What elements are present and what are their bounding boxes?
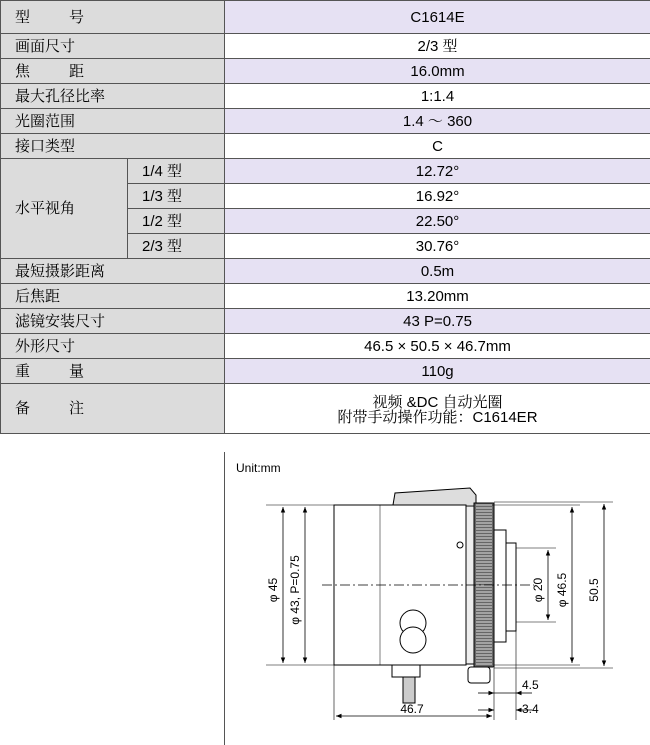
- hfov-label: 水平视角: [1, 159, 128, 259]
- hfov-value-2: 16.92°: [225, 184, 650, 209]
- focal-value: 16.0mm: [225, 59, 650, 84]
- dim-46-7: 46.7: [400, 702, 424, 716]
- focal-label: 焦 距: [1, 59, 225, 84]
- dims-value: 46.5 × 50.5 × 46.7mm: [225, 334, 650, 359]
- mount-value: C: [225, 134, 650, 159]
- hfov-value-4: 30.76°: [225, 234, 650, 259]
- dim-phi43: φ 43, P=0.75: [288, 555, 302, 625]
- dim-phi465: φ 46.5: [555, 572, 569, 608]
- dims-label: 外形尺寸: [1, 334, 225, 359]
- dim-3-4: 3.4: [522, 702, 539, 716]
- notes-line-2: 附带手动操作功能：C1614ER: [337, 408, 538, 426]
- bfl-label: 后焦距: [1, 284, 225, 309]
- dim-phi45: φ 45: [266, 577, 280, 603]
- unit-label: Unit:mm: [236, 461, 281, 475]
- lens-side-view-drawing: [225, 470, 650, 745]
- format-value: 2/3 型: [225, 34, 650, 59]
- filter-label: 滤镜安装尺寸: [1, 309, 225, 334]
- format-label: 画面尺寸: [1, 34, 225, 59]
- notes-value: [225, 384, 650, 434]
- weight-value: 110g: [225, 359, 650, 384]
- hfov-format-2: 1/3 型: [128, 184, 225, 209]
- mount-label: 接口类型: [1, 134, 225, 159]
- aperture-label: 最大孔径比率: [1, 84, 225, 109]
- bfl-value: 13.20mm: [225, 284, 650, 309]
- notes-line-1: 视频 &DC 自动光圈: [372, 393, 503, 411]
- hfov-value-3: 22.50°: [225, 209, 650, 234]
- notes-label: 备 注: [1, 384, 225, 434]
- iris-label: 光圈范围: [1, 109, 225, 134]
- mod-label: 最短摄影距离: [1, 259, 225, 284]
- filter-value: 43 P=0.75: [225, 309, 650, 334]
- iris-value: 1.4 ～ 360: [225, 109, 650, 134]
- hfov-format-1: 1/4 型: [128, 159, 225, 184]
- dim-4-5: 4.5: [522, 678, 539, 692]
- mod-value: 0.5m: [225, 259, 650, 284]
- model-value: C1614E: [225, 1, 650, 34]
- hfov-format-4: 2/3 型: [128, 234, 225, 259]
- dim-505: 50.5: [587, 578, 601, 602]
- dim-phi20: φ 20: [531, 577, 545, 603]
- hfov-value-1: 12.72°: [225, 159, 650, 184]
- weight-label: 重 量: [1, 359, 225, 384]
- hfov-format-3: 1/2 型: [128, 209, 225, 234]
- aperture-value: 1:1.4: [225, 84, 650, 109]
- model-label: 型 号: [1, 1, 225, 34]
